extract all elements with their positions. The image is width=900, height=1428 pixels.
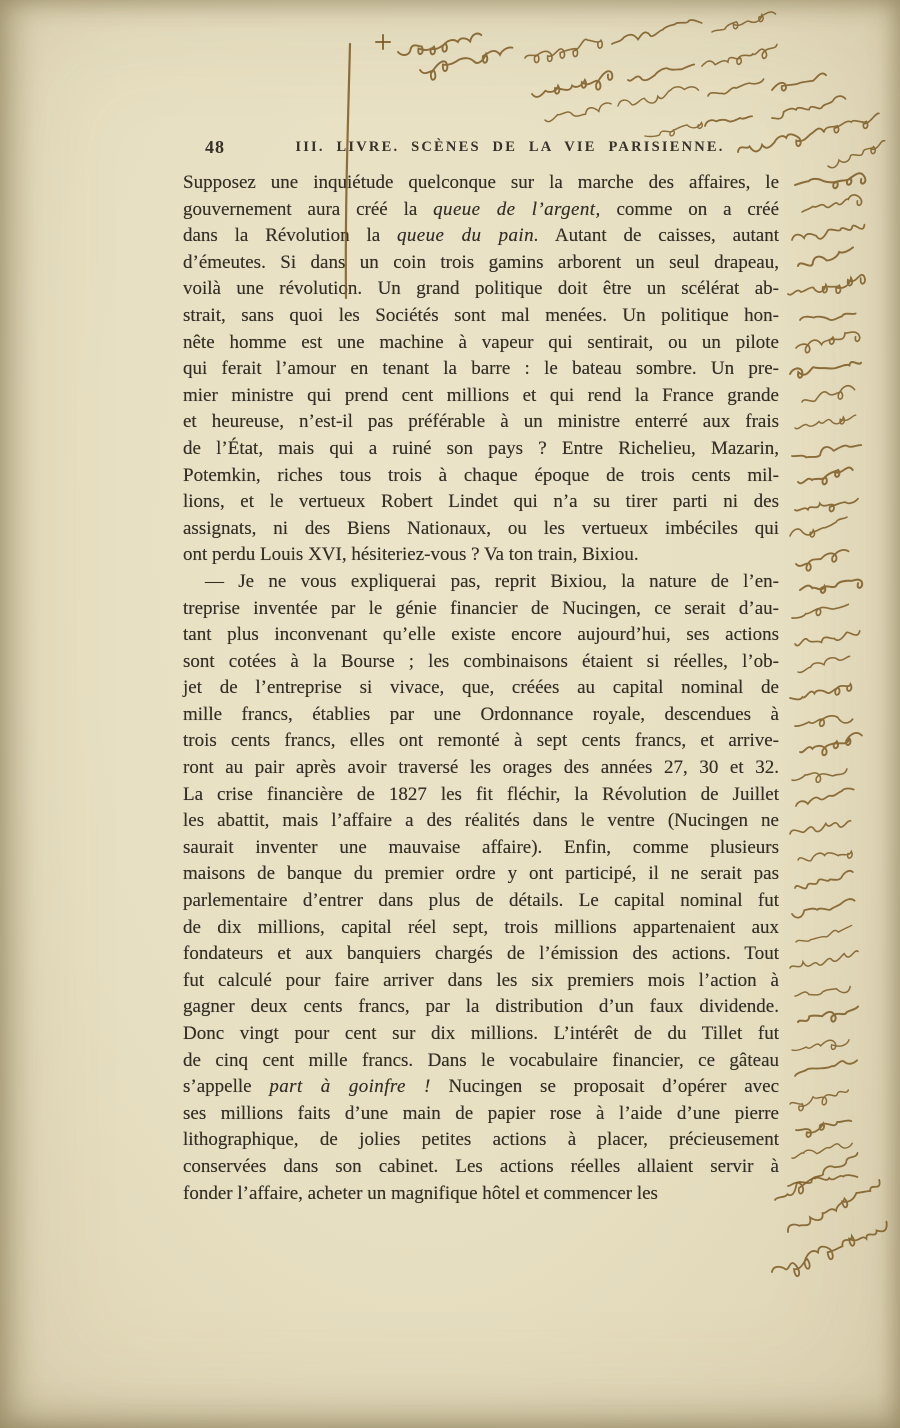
handwriting-scrawl xyxy=(800,578,863,596)
paragraph xyxy=(183,170,779,569)
running-header xyxy=(183,137,779,163)
text-line: strait, sans quoi les Sociétés sont mal menées. Un politique hon- xyxy=(183,304,779,326)
handwriting-scrawl xyxy=(770,1221,893,1285)
text-line: sont cotées à la Bourse ; les combinaisons étaient si réelles, l’ob- xyxy=(183,650,779,672)
handwriting-scrawl xyxy=(797,653,850,673)
handwriting-scrawl xyxy=(797,1004,860,1030)
handwriting-scrawl xyxy=(544,102,612,123)
text-line: saurait inventer une mauvaise affaire). Enfin, comme plusieurs xyxy=(183,836,779,858)
handwriting-scrawl xyxy=(796,1119,853,1138)
handwriting-scrawl xyxy=(795,172,866,194)
handwriting-scrawl xyxy=(627,61,695,84)
handwriting-scrawl xyxy=(704,111,752,127)
text-line: d’émeutes. Si dans un coin trois gamins arborent un seul drapeau, xyxy=(183,251,779,273)
handwriting-scrawl xyxy=(791,898,856,918)
handwriting-scrawl xyxy=(787,1171,858,1196)
handwriting-scrawl xyxy=(617,82,699,111)
handwriting-scrawl xyxy=(795,787,854,808)
handwriting-scrawl xyxy=(798,467,855,491)
text-line: parlementaire d’entrer dans plus de détails. Le capital nominal fut xyxy=(183,890,779,912)
handwriting-scrawl xyxy=(787,274,866,303)
handwriting-scrawl xyxy=(797,849,852,865)
handwriting-scrawl xyxy=(800,310,856,325)
text-line: nête homme est une machine à vapeur qui sentirait, ou un pilote xyxy=(183,331,779,353)
text-line: tant plus inconvenant qu’elle existe encore aujourd’hui, ses actions xyxy=(183,624,779,646)
text-line: assignats, ni des Biens Nationaux, ou les vertueux imbéciles qui xyxy=(183,517,779,539)
text-line: mier ministre qui prend cent millions et qui rend la France grande xyxy=(183,384,779,406)
text-line: gouvernement aura créé la queue de l’argent, comme on a créé xyxy=(183,198,780,220)
handwriting-scrawl xyxy=(794,713,853,730)
paragraph xyxy=(183,569,779,1207)
handwriting-scrawl xyxy=(789,515,850,543)
text-line: — Je ne vous expliquerai pas, reprit Bixiou, la nature de l’en- xyxy=(205,570,779,592)
handwriting-scrawl xyxy=(397,33,483,60)
handwriting-scrawl xyxy=(794,870,854,891)
text-line: trois cents francs, elles ont remonté à sept cents francs, et arrive- xyxy=(183,730,779,752)
handwriting-scrawl xyxy=(791,442,861,460)
text-line: lions, et le vertueux Robert Lindet qui n’a su tirer parti ni des xyxy=(183,491,779,513)
text-column xyxy=(183,170,779,1207)
handwriting-scrawl xyxy=(791,1139,853,1161)
text-line: et heureuse, n’est-il pas préférable à un ministre enterré aux frais xyxy=(183,411,779,433)
text-line: lithographique, de jolies petites actions à placer, précieusement xyxy=(183,1129,779,1151)
handwriting-scrawl xyxy=(801,193,862,219)
handwriting-scrawl xyxy=(796,925,853,945)
handwriting-scrawl xyxy=(790,683,853,704)
text-line: voilà une révolution. Un grand politique doit être un scélérat ab- xyxy=(183,278,779,300)
handwriting-scrawl xyxy=(524,36,604,69)
text-line: de l’État, mais qui a ruiné son pays ? Entre Richelieu, Mazarin, xyxy=(183,437,779,459)
handwriting-scrawl xyxy=(789,950,859,971)
text-line: de cinq cent mille francs. Dans le vocabulaire financier, ce gâteau xyxy=(183,1049,779,1071)
handwriting-scrawl xyxy=(795,414,857,434)
handwriting-scrawl xyxy=(531,70,615,104)
handwriting-scrawl xyxy=(791,223,865,244)
handwriting-scrawl xyxy=(790,1089,851,1112)
text-line: Potemkin, riches tous trois à chaque époque de trois cents mil- xyxy=(183,464,779,486)
handwriting-scrawl xyxy=(771,70,827,93)
text-line: treprise inventée par le génie financier de Nucingen, ce serait d’au- xyxy=(183,597,779,619)
text-line: conservées dans son cabinet. Les actions réelles allaient servir à xyxy=(183,1155,779,1177)
handwriting-scrawl xyxy=(795,497,860,518)
text-line: de dix millions, capital réel sept, trois millions appartenaient aux xyxy=(183,916,779,938)
page-number: 48 xyxy=(205,137,225,157)
text-line: gagner deux cents francs, par la distribution d’un faux dividende. xyxy=(183,996,779,1018)
handwriting-scrawl xyxy=(801,384,856,410)
handwriting-scrawl xyxy=(799,732,865,761)
handwriting-scrawl xyxy=(701,43,779,74)
text-line: dans la Révolution la queue du pain. Autant de caisses, autant xyxy=(183,225,779,247)
handwriting-scrawl xyxy=(611,16,702,47)
handwriting-scrawl xyxy=(789,818,851,838)
handwriting-scrawl xyxy=(789,357,862,379)
handwriting-scrawl xyxy=(711,11,776,36)
header-title: III. LIVRE. SCÈNES DE LA VIE PARISIENNE. xyxy=(295,139,725,155)
handwriting-scrawl xyxy=(791,1037,850,1056)
text-line: fonder l’affaire, acheter un magnifique hôtel et commencer les xyxy=(183,1182,658,1204)
handwriting-scrawl xyxy=(795,986,851,1000)
text-line: Supposez une inquiétude quelconque sur la marche des affaires, le xyxy=(183,172,779,193)
handwriting-scrawl xyxy=(823,111,882,141)
handwriting-scrawl xyxy=(419,47,515,82)
handwriting-scrawl xyxy=(795,329,860,356)
handwriting-scrawl xyxy=(771,94,846,121)
handwriting-scrawl xyxy=(786,1179,883,1237)
text-line: maisons de banque du premier ordre y ont participé, il ne serait pas xyxy=(183,863,779,885)
handwriting-scrawl xyxy=(794,629,860,647)
text-line: fondateurs et aux banquiers chargés de l’émission des actions. Tout xyxy=(183,943,779,965)
text-line: ont perdu Louis XVI, hésiteriez-vous ? Va ton train, Bixiou. xyxy=(183,544,639,566)
text-line: s’appelle part à goinfre ! Nucingen se proposait d’opérer avec xyxy=(183,1076,779,1098)
text-line: fut calculé pour faire arriver dans les six premiers mois l’action à xyxy=(183,969,779,991)
handwriting-scrawl xyxy=(707,79,764,98)
handwriting-scrawl xyxy=(773,1149,859,1204)
text-line: La crise financière de 1827 les fit fléchir, la Révolution de Juillet xyxy=(183,783,779,805)
handwriting-scrawl xyxy=(794,1055,857,1079)
text-line: ront au pair après avoir traversé les orages des années 27, 30 et 32. xyxy=(183,757,779,779)
handwriting-scrawl xyxy=(827,140,888,171)
handwriting-scrawl xyxy=(791,767,848,787)
text-line: jet de l’entreprise si vivace, que, créées au capital nominal de xyxy=(183,677,779,699)
text-line: les abattit, mais l’affaire a des réalités dans le ventre (Nucingen ne xyxy=(183,810,779,832)
text-line: Donc vingt pour cent sur dix millions. L’intérêt de du Tillet fut xyxy=(183,1023,779,1044)
text-line: qui ferait l’amour en tenant la barre : le bateau sombre. Un pre- xyxy=(183,358,779,380)
handwriting-scrawl xyxy=(795,549,851,573)
text-line: mille francs, établies par une Ordonnance royale, descendues à xyxy=(183,703,779,725)
handwriting-scrawl xyxy=(791,601,849,622)
text-line: ses millions faits d’une main de papier rose à l’aide d’une pierre xyxy=(183,1102,779,1124)
handwriting-scrawl xyxy=(797,247,855,269)
